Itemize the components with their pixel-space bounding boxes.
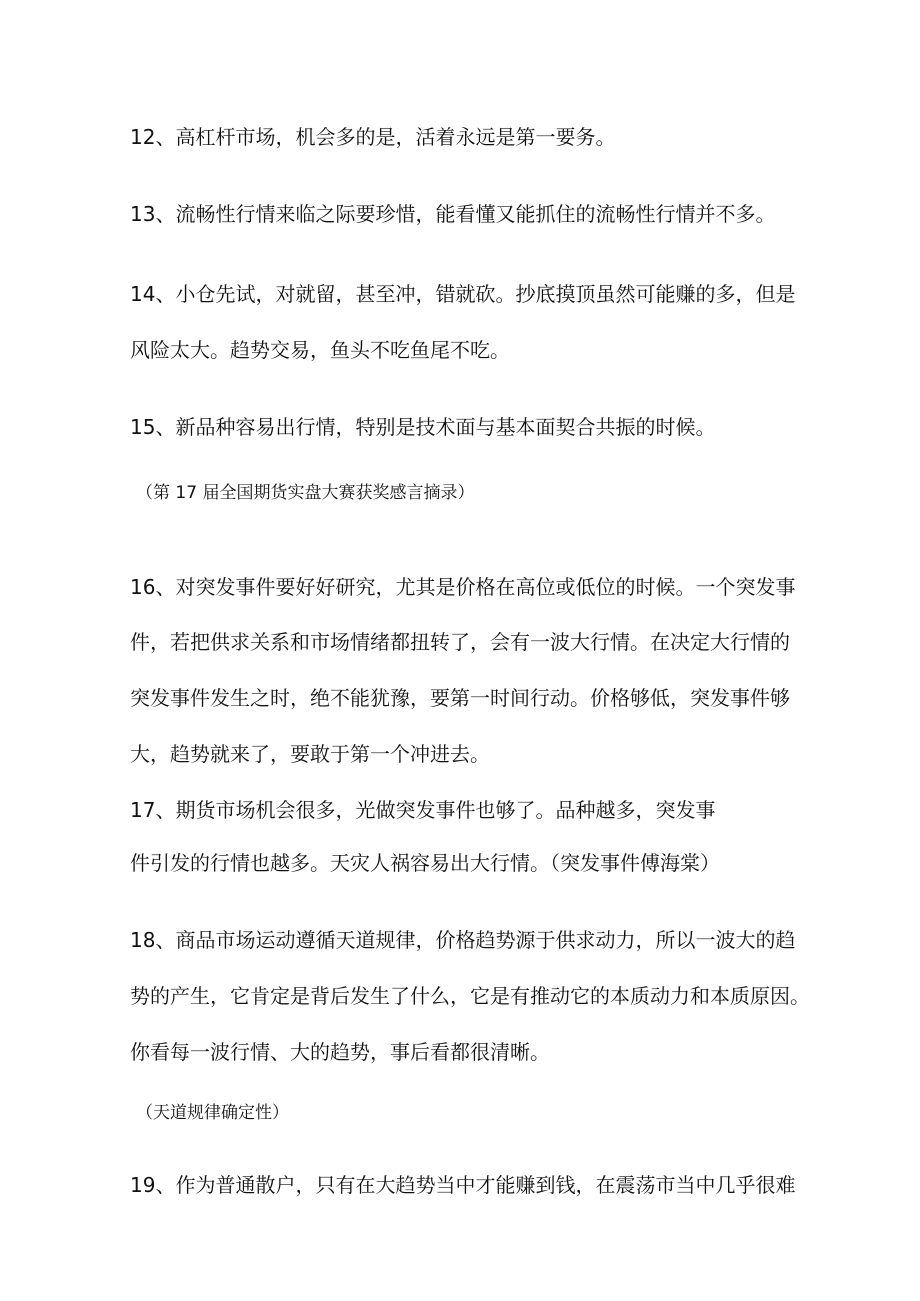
item-14-line-1: 14、小仓先试，对就留，甚至冲，错就砍。抄底摸顶虽然可能赚的多，但是 [130, 282, 796, 306]
source-note-tiandao: （天道规律确定性） [136, 1103, 289, 1123]
item-16-line-4: 大，趋势就来了，要敢于第一个冲进去。 [130, 742, 490, 766]
item-15-line: 15、新品种容易出行情，特别是技术面与基本面契合共振的时候。 [130, 415, 716, 439]
item-18-line-3: 你看每一波行情、大的趋势，事后看都很清晰。 [130, 1040, 550, 1064]
source-note-contest: （第 17 届全国期货实盘大赛获奖感言摘录） [136, 483, 475, 503]
item-18-line-1: 18、商品市场运动遵循天道规律，价格趋势源于供求动力，所以一波大的趋 [130, 928, 796, 952]
item-16-line-3: 突发事件发生之时，绝不能犹豫，要第一时间行动。价格够低，突发事件够 [130, 686, 790, 710]
item-19-line-1: 19、作为普通散户，只有在大趋势当中才能赚到钱，在震荡市当中几乎很难 [130, 1173, 796, 1197]
item-17-line-2: 件引发的行情也越多。天灾人祸容易出大行情。（突发事件傅海棠） [130, 851, 720, 875]
item-16-line-2: 件，若把供求关系和市场情绪都扭转了，会有一波大行情。在决定大行情的 [130, 630, 790, 654]
item-18-line-2: 势的产生，它肯定是背后发生了什么，它是有推动它的本质动力和本质原因。 [130, 984, 810, 1008]
item-13-line: 13、流畅性行情来临之际要珍惜，能看懂又能抓住的流畅性行情并不多。 [130, 202, 776, 226]
item-14-line-2: 风险太大。趋势交易，鱼头不吃鱼尾不吃。 [130, 338, 510, 362]
item-17-line-1: 17、期货市场机会很多，光做突发事件也够了。品种越多，突发事 [130, 798, 716, 822]
item-12-line: 12、高杠杆市场，机会多的是，活着永远是第一要务。 [130, 125, 616, 149]
item-16-line-1: 16、对突发事件要好好研究，尤其是价格在高位或低位的时候。一个突发事 [130, 575, 796, 599]
